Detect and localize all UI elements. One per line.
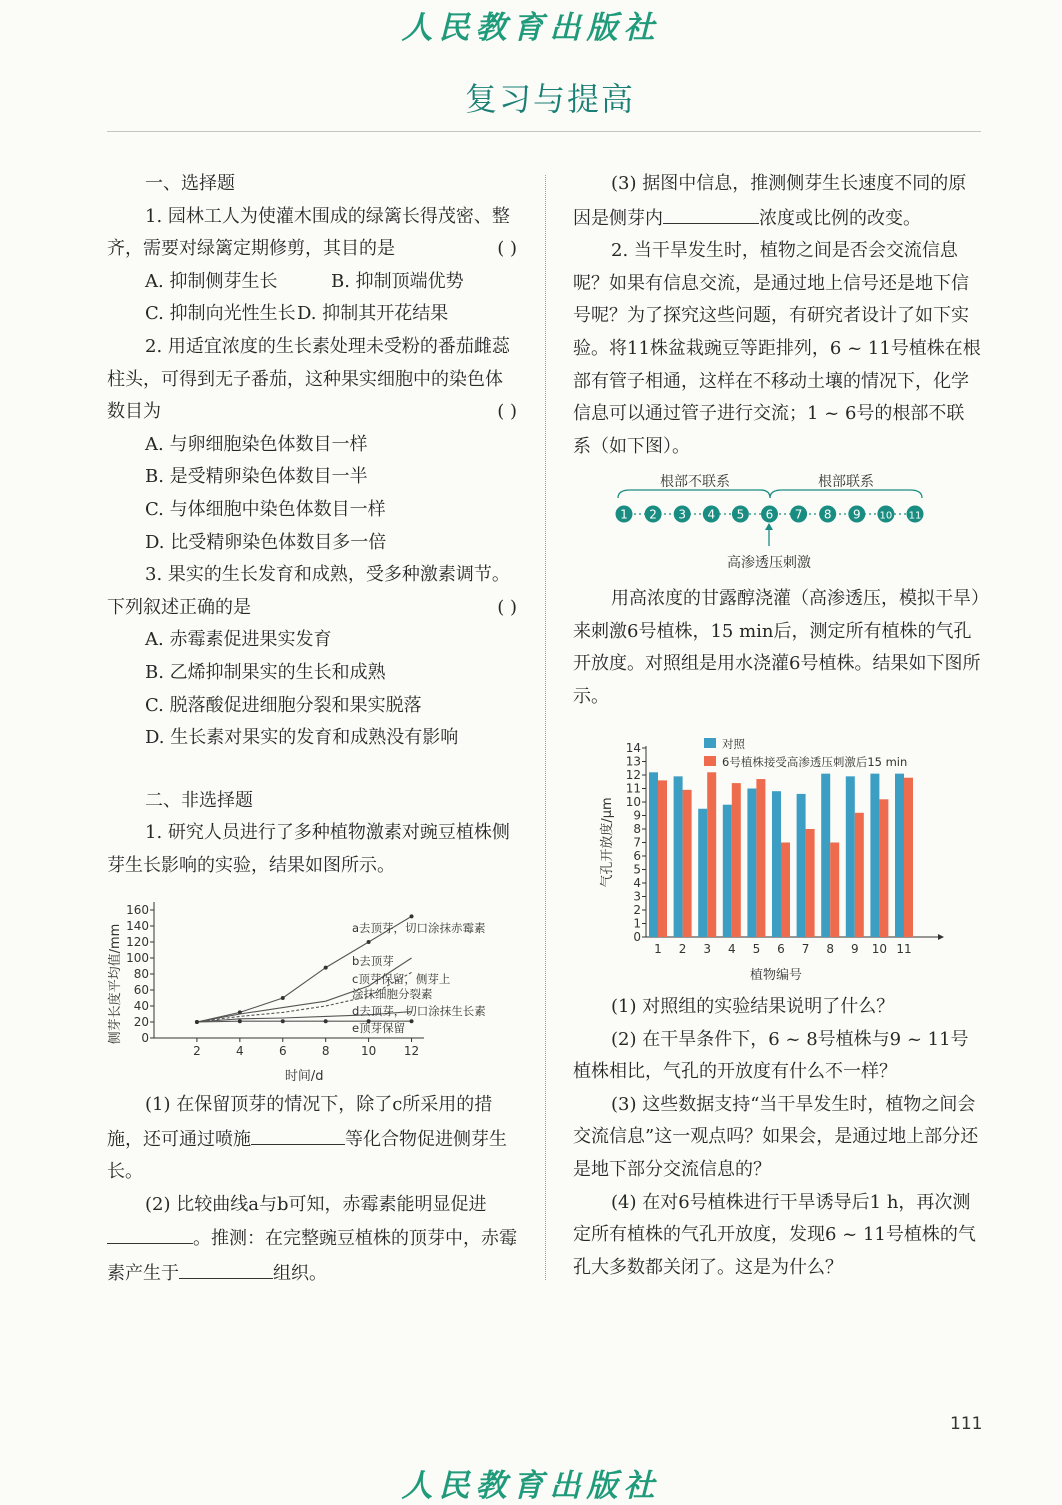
- series-label-b: b去顶芽: [352, 954, 394, 968]
- plant-node-label: 2: [649, 507, 657, 522]
- answer-blank[interactable]: [107, 1221, 193, 1244]
- y-tick-label: 11: [625, 781, 641, 796]
- subq-1: (1) 在保留顶芽的情况下，除了c所采用的措施，还可通过喷施 等化合物促进侧芽生长。: [107, 1094, 507, 1183]
- plant-node-label: 7: [794, 507, 803, 522]
- answer-blank[interactable]: [251, 1122, 345, 1145]
- bar-treated-9: [855, 813, 864, 937]
- x-tick-label: 10: [360, 1044, 377, 1058]
- y-tick-label: 1: [633, 916, 641, 931]
- q1-option-b: B. 抑制顶端优势: [331, 270, 464, 292]
- legend-label: 6号植株接受高渗透压刺激后15 min: [722, 755, 908, 769]
- q3-option-b: B. 乙烯抑制果实的生长和成熟: [145, 661, 386, 683]
- y-axis-label: 侧芽长度平均值/mm: [108, 923, 123, 1045]
- page-title: 复习与提高: [464, 80, 635, 118]
- x-axis-arrow: [938, 934, 944, 940]
- right-column-top: [573, 168, 981, 463]
- plant-node-label: 10: [879, 510, 893, 522]
- y-tick-label: 40: [133, 999, 149, 1013]
- x-axis-label: 时间/d: [284, 1069, 324, 1084]
- bar-control-5: [747, 789, 756, 938]
- answer-blank[interactable]: [663, 201, 759, 224]
- data-point: [367, 940, 371, 944]
- y-tick-label: 13: [625, 754, 641, 769]
- page-number: 111: [950, 1414, 983, 1434]
- data-point: [281, 1019, 285, 1023]
- plant-node-label: 8: [823, 507, 832, 522]
- label-connected: 根部联系: [818, 474, 874, 490]
- data-point: [195, 1020, 199, 1024]
- q2-option-c: C. 与体细胞中染色体数目一样: [145, 498, 386, 520]
- x-tick-label: 6: [777, 942, 785, 956]
- q1-options-row2: [107, 298, 517, 331]
- x-tick-label: 4: [236, 1044, 244, 1058]
- bar-control-11: [895, 774, 904, 937]
- left-subquestions: [107, 1089, 517, 1291]
- bar-treated-7: [806, 829, 815, 937]
- x-tick-label: 10: [871, 942, 888, 956]
- y-tick-label: 12: [625, 768, 641, 782]
- x-tick-label: 4: [727, 942, 736, 956]
- y-tick-label: 8: [633, 822, 641, 836]
- answer-paren-2: ( ): [497, 401, 517, 423]
- bar-control-2: [674, 776, 683, 937]
- problem-2: 2. 当干旱发生时，植物之间是否会交流信息呢？如果有信息交流，是通过地上信号还是地下信号呢？为了探究这些问题，有研究者设计了如下实验。将11株盆栽豌豆等距排列，6 ~ 11号植株在根部有管子相通，这样在不移动土壤的情况下，化学信息可以通过管子进行交流；1 ~ 6号的根部不联系（如下图）。: [573, 240, 981, 457]
- bar-chart: [592, 730, 964, 985]
- subq-r2: (2) 在干旱条件下，6 ~ 8号植株与9 ~ 11号植株相比，气孔的开放度有什么不一样？: [573, 1028, 969, 1083]
- q1-option-a: A. 抑制侧芽生长: [145, 270, 278, 292]
- bar-treated-1: [658, 780, 667, 937]
- q2-option-b: B. 是受精卵染色体数目一半: [145, 466, 368, 488]
- answer-blank[interactable]: [179, 1256, 273, 1279]
- publisher-logo: 人民教育出版社: [401, 10, 661, 46]
- section-heading-choice: 一、选择题: [145, 173, 235, 194]
- line-chart: [102, 895, 532, 1090]
- bar-control-1: [649, 772, 658, 937]
- q3-option-c: C. 脱落酸促进细胞分裂和果实脱落: [145, 694, 422, 716]
- x-tick-label: 12: [403, 1044, 420, 1058]
- q2-option-a: A. 与卵细胞染色体数目一样: [145, 433, 368, 455]
- bar-control-8: [821, 774, 830, 937]
- y-tick-label: 5: [633, 862, 641, 877]
- plant-node-label: 9: [852, 507, 861, 522]
- spacer: [107, 755, 517, 785]
- x-tick-label: 7: [801, 942, 810, 956]
- bracket-left: [618, 490, 770, 498]
- y-tick-label: 10: [625, 795, 641, 809]
- y-tick-label: 4: [633, 876, 641, 890]
- bar-control-6: [772, 791, 781, 937]
- y-tick-label: 160: [126, 903, 149, 917]
- subq-r1: (1) 对照组的实验结果说明了什么？: [611, 996, 895, 1017]
- x-tick-label: 3: [703, 942, 712, 956]
- series-label-c: c顶芽保留，侧芽上: [352, 972, 451, 986]
- data-point: [410, 914, 414, 918]
- subq-r3: (3) 这些数据支持“当干旱发生时，植物之间会交流信息”这一观点吗？如果会，是通过地上部分还是地下部分交流信息的？: [573, 1093, 979, 1180]
- x-tick-label: 8: [321, 1044, 330, 1058]
- subq-r4: (4) 在对6号植株进行干旱诱导后1 h，再次测定所有植株的气孔开放度，发现6 ~ 11号植株的气孔大多数都关闭了。这是为什么？: [573, 1191, 976, 1278]
- bar-treated-2: [683, 790, 692, 937]
- y-tick-label: 20: [133, 1015, 149, 1029]
- bar-treated-4: [732, 783, 741, 937]
- plant-node-label: 6: [765, 507, 774, 522]
- bar-treated-5: [756, 779, 765, 937]
- y-tick-label: 60: [133, 983, 149, 997]
- q1-options-row1: [107, 266, 517, 299]
- section-heading-nonchoice: 二、非选择题: [145, 789, 253, 811]
- question-1: 1. 园林工人为使灌木围成的绿篱长得茂密、整齐，需要对绿篱定期修剪，其目的是 ( ): [107, 201, 517, 266]
- q2-option-d: D. 比受精卵染色体数目多一倍: [145, 531, 387, 553]
- bar-control-9: [846, 776, 855, 937]
- x-tick-label: 1: [654, 942, 662, 956]
- series-label-e: e顶芽保留: [352, 1021, 406, 1035]
- y-tick-label: 120: [126, 935, 149, 949]
- data-point: [410, 1019, 414, 1023]
- series-label-c-cont: 涂抹细胞分裂素: [352, 987, 433, 1001]
- y-tick-label: 14: [625, 741, 641, 755]
- y-tick-label: 0: [141, 1031, 149, 1045]
- legend-swatch: [704, 738, 716, 748]
- bar-control-4: [723, 805, 732, 937]
- root-connection-diagram: [600, 466, 945, 576]
- plant-node-label: 1: [620, 507, 628, 522]
- problem-2-method: 用高浓度的甘露醇浇灌（高渗透压，模拟干旱）来刺激6号植株，15 min后，测定所有植株的气孔开放度。对照组是用水浇灌6号植株。结果如下图所示。: [573, 588, 981, 707]
- stimulus-label: 高渗透压刺激: [727, 555, 811, 571]
- q1-option-d: D. 抑制其开花结果: [297, 303, 449, 325]
- bar-treated-10: [879, 799, 888, 937]
- column-divider: [545, 175, 546, 1280]
- x-tick-label: 6: [278, 1044, 287, 1058]
- bar-treated-3: [707, 772, 716, 937]
- y-tick-label: 140: [126, 919, 149, 933]
- y-tick-label: 3: [633, 889, 641, 904]
- arrow-head: [765, 523, 773, 530]
- label-not-connected: 根部不联系: [660, 474, 730, 490]
- data-point: [281, 996, 285, 1000]
- problem-1: 1. 研究人员进行了多种植物激素对豌豆植株侧芽生长影响的实验，结果如图所示。: [107, 822, 510, 876]
- y-axis-label: 气孔开放度/μm: [600, 797, 615, 888]
- question-3: 3. 果实的生长发育和成熟，受多种激素调节。下列叙述正确的是 ( ): [107, 559, 517, 624]
- bar-treated-8: [830, 843, 839, 938]
- answer-paren-1: ( ): [497, 238, 517, 260]
- y-tick-label: 9: [633, 808, 641, 823]
- bar-control-7: [797, 794, 806, 937]
- x-tick-label: 5: [752, 942, 761, 956]
- bar-treated-6: [781, 843, 790, 938]
- q3-option-d: D. 生长素对果实的发育和成熟没有影响: [145, 727, 459, 749]
- title-rule: [107, 131, 981, 132]
- legend-swatch: [704, 756, 716, 766]
- data-point: [238, 1019, 242, 1023]
- bar-treated-11: [904, 778, 913, 937]
- y-tick-label: 100: [126, 951, 149, 965]
- plant-node-label: 5: [736, 507, 745, 522]
- x-tick-label: 9: [850, 942, 859, 956]
- y-tick-label: 80: [133, 967, 149, 981]
- series-label-d: d去顶芽，切口涂抹生长素: [352, 1004, 486, 1018]
- bar-control-10: [870, 774, 879, 937]
- y-tick-label: 0: [633, 930, 641, 944]
- subq-2: (2) 比较曲线a与b可知，赤霉素能明显促进。推测：在完整豌豆植株的顶芽中，赤霉素产生于 组织。: [107, 1193, 517, 1284]
- subq-3: (3) 据图中信息，推测侧芽生长速度不同的原因是侧芽内 浓度或比例的改变。: [573, 173, 967, 229]
- question-2: 2. 用适宜浓度的生长素处理未受粉的番茄雌蕊柱头，可得到无子番茄，这种果实细胞中的染色体数目为 ( ): [107, 331, 517, 429]
- right-column-mid: [573, 583, 981, 713]
- series-label-a: a去顶芽，切口涂抹赤霉素: [352, 921, 486, 935]
- x-tick-label: 11: [896, 942, 912, 956]
- data-point: [324, 966, 328, 970]
- bar-control-3: [698, 809, 707, 937]
- q3-option-a: A. 赤霉素促进果实发育: [145, 629, 332, 651]
- x-axis-label: 植物编号: [749, 968, 803, 983]
- y-tick-label: 7: [633, 835, 641, 850]
- plant-node-label: 4: [707, 507, 716, 522]
- bracket-right: [770, 490, 922, 498]
- legend-label: 对照: [722, 737, 745, 751]
- right-column-bottom: [573, 991, 981, 1284]
- left-column: [107, 168, 517, 882]
- x-tick-label: 2: [193, 1044, 201, 1058]
- y-tick-label: 2: [633, 903, 641, 917]
- x-tick-label: 8: [826, 942, 835, 956]
- plant-node-label: 11: [908, 510, 922, 522]
- plant-node-label: 3: [678, 507, 687, 522]
- q1-option-c: C. 抑制向光性生长: [145, 303, 296, 325]
- data-point: [324, 1019, 328, 1023]
- x-tick-label: 2: [678, 942, 687, 956]
- publisher-logo-footer: 人民教育出版社: [401, 1468, 661, 1504]
- y-tick-label: 6: [633, 849, 641, 863]
- answer-paren-3: ( ): [497, 596, 517, 618]
